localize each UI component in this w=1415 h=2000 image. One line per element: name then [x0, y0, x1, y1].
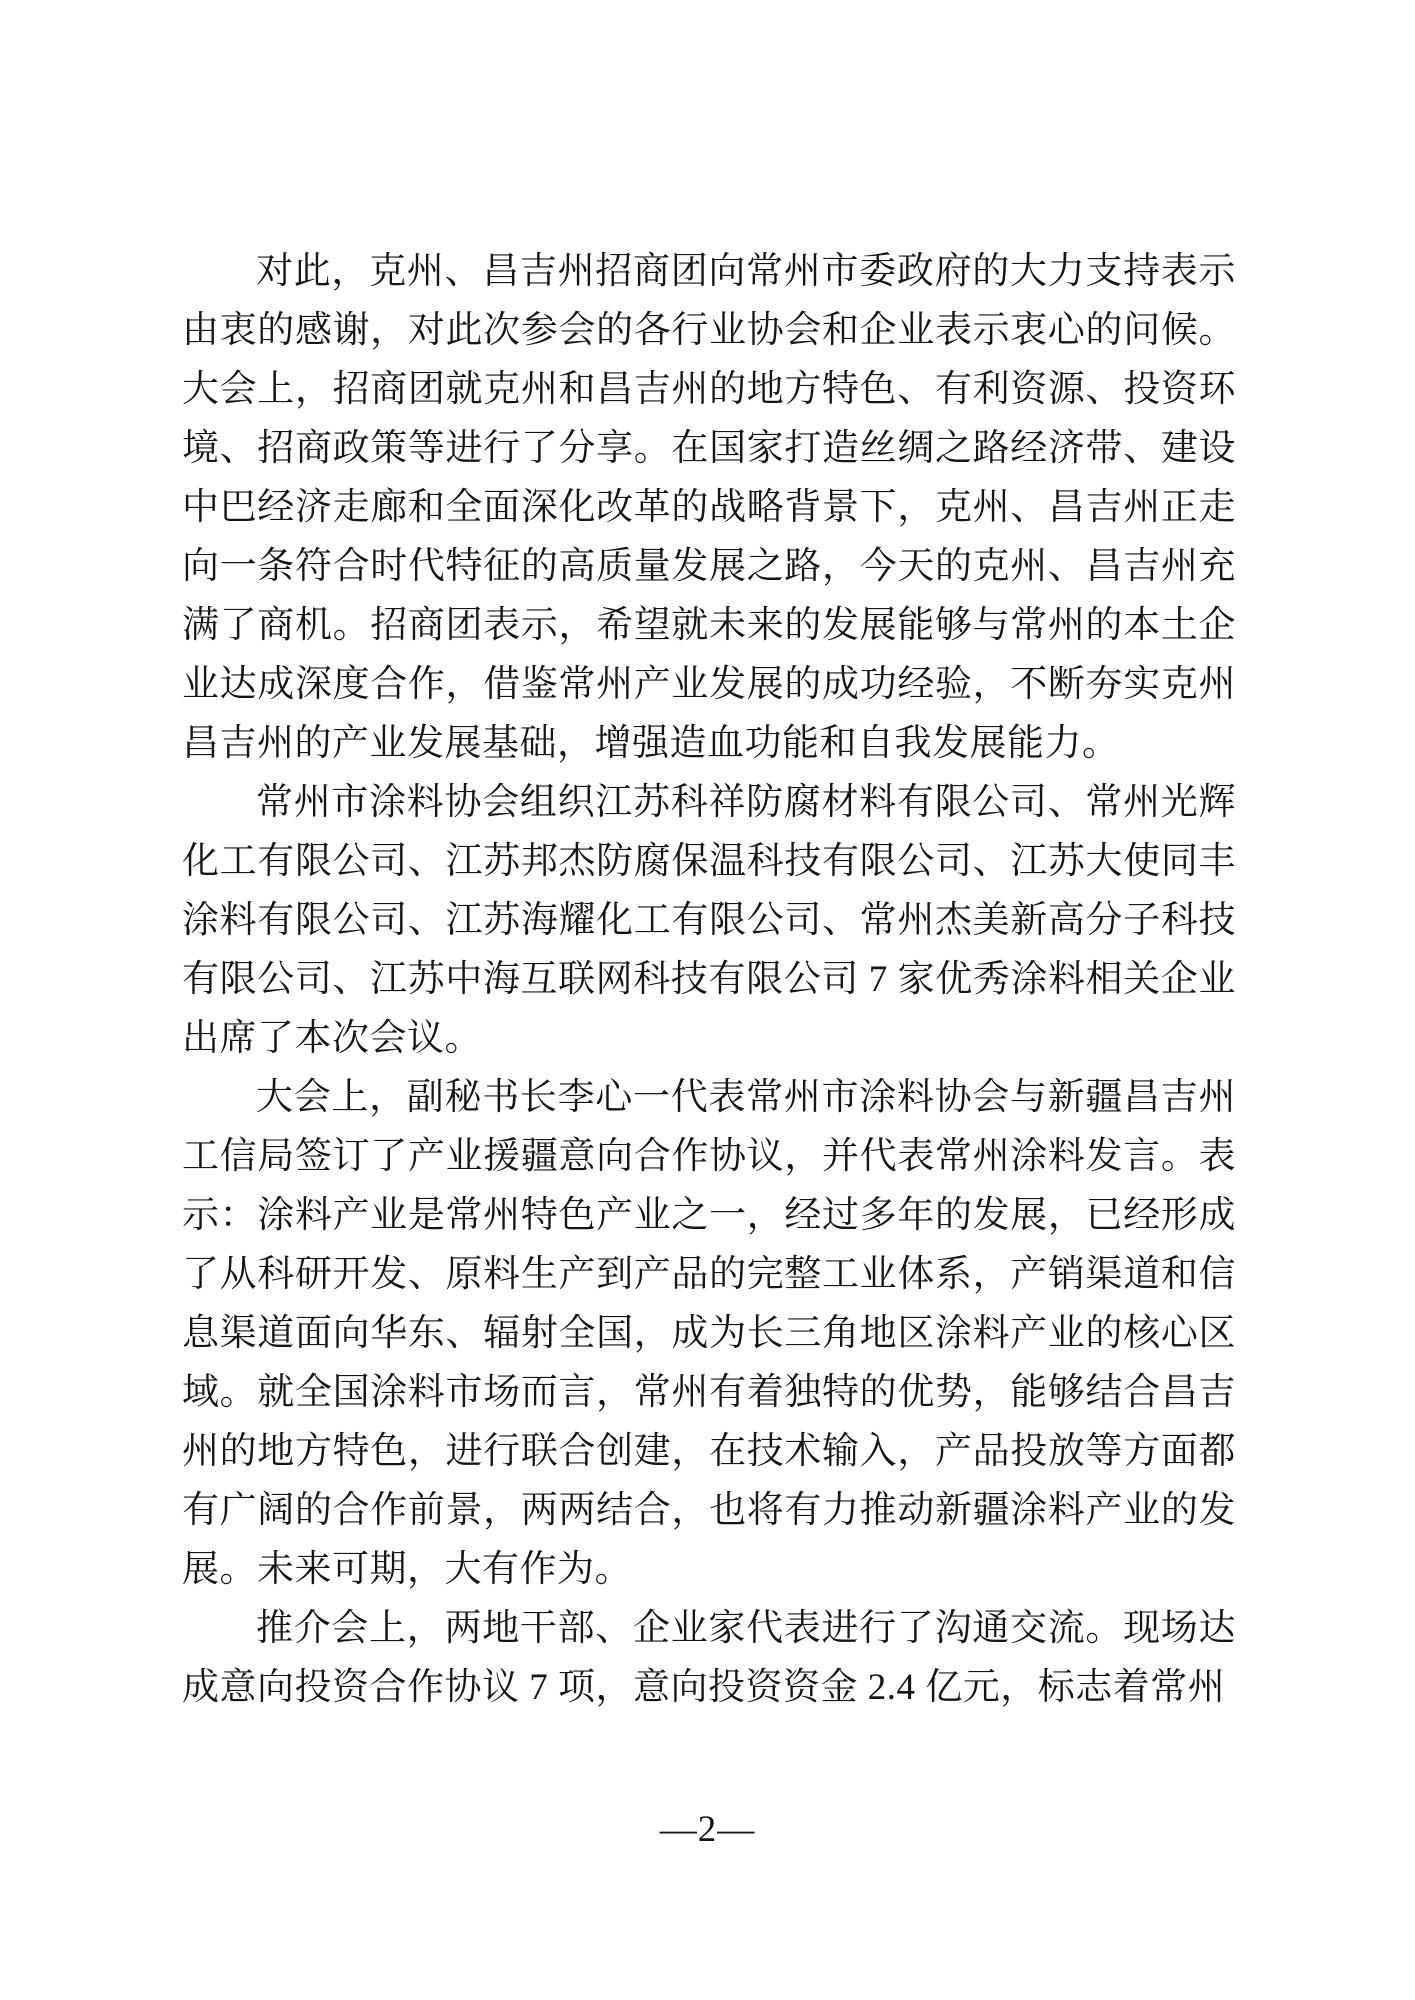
paragraph-association-companies: 常州市涂料协会组织江苏科祥防腐材料有限公司、常州光辉化工有限公司、江苏邦杰防腐保温科技有限公司、江苏大使同丰涂料有限公司、江苏海耀化工有限公司、常州杰美新高分子科技有限公司、江苏中海互联网科技有限公司 7 家优秀涂料相关企业出席了本次会议。	[182, 782, 1236, 1059]
page-number: —2—	[659, 1809, 756, 1850]
page-footer	[0, 1802, 1415, 1858]
paragraph-agreement-speech: 大会上，副秘书长李心一代表常州市涂料协会与新疆昌吉州工信局签订了产业援疆意向合作协议，并代表常州涂料发言。表示：涂料产业是常州特色产业之一，经过多年的发展，已经形成了从科研开发、原料生产到产品的完整工业体系，产销渠道和信息渠道面向华东、辐射全国，成为长三角地区涂料产业的核心区域。就全国涂料市场而言，常州有着独特的优势，能够结合昌吉州的地方特色，进行联合创建，在技术输入，产品投放等方面都有广阔的合作前景，两两结合，也将有力推动新疆涂料产业的发展。未来可期，大有作为。	[182, 1077, 1236, 1590]
document-body	[182, 242, 1236, 1717]
paragraph-thanks-and-promotion: 对此，克州、昌吉州招商团向常州市委政府的大力支持表示由衷的感谢，对此次参会的各行业协会和企业表示衷心的问候。大会上，招商团就克州和昌吉州的地方特色、有利资源、投资环境、招商政策等进行了分享。在国家打造丝绸之路经济带、建设中巴经济走廊和全面深化改革的战略背景下，克州、昌吉州正走向一条符合时代特征的高质量发展之路，今天的克州、昌吉州充满了商机。招商团表示，希望就未来的发展能够与常州的本土企业达成深度合作，借鉴常州产业发展的成功经验，不断夯实克州昌吉州的产业发展基础，增强造血功能和自我发展能力。	[182, 251, 1236, 764]
paragraph-meeting-results: 推介会上，两地干部、企业家代表进行了沟通交流。现场达成意向投资合作协议 7 项，意向投资资金 2.4 亿元，标志着常州	[182, 1608, 1236, 1708]
